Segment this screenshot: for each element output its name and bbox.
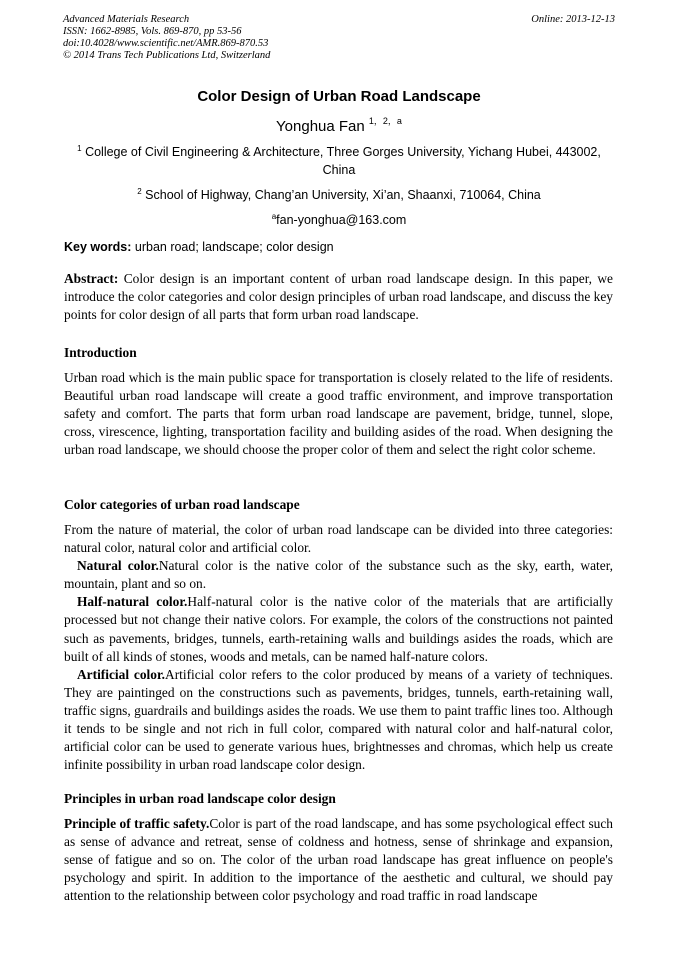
half-natural-color-term: Half-natural color. (77, 594, 188, 610)
affiliation-2 (68, 183, 610, 204)
journal-issn: ISSN: 1662-8985, Vols. 869-870, pp 53-56 (63, 26, 242, 37)
introduction-text: Urban road which is the main public space for transportation is closely related to the life of residents. Beautiful urban road landscape will create a good traffic environment, and improve transportation safety and comfort. The parts that form urban road landscape are pavement, bridge, tunnel, slope, cross, virescence, lighting, transportation facility and building asides of the road. When designing the urban road landscape, we should choose the proper color of them and select the right color scheme. (64, 370, 613, 458)
categories-intro: From the nature of material, the color of urban road landscape can be divided into three categories: natural color, natural color and artificial color. (64, 522, 613, 556)
keywords-text: urban road; landscape; color design (134, 240, 334, 254)
journal-copyright: © 2014 Trans Tech Publications Ltd, Switzerland (63, 50, 271, 61)
author-email (68, 208, 610, 229)
principles-body (64, 815, 613, 905)
abstract (64, 270, 613, 324)
paper-title: Color Design of Urban Road Landscape (197, 88, 481, 105)
traffic-safety-text: Color is part of the road landscape, and has some psychological effect such as sense of advance and retreat, sense of coldness and hotness, sense of shrinkage and expansion, sense of fatigue and so on. The color of the urban road landscape has great influence on people's psychology and spirit. In addition to the importance of the aesthetic and cultural, we should pay attention to the relationship between color psychology and road traffic in road landscape (64, 816, 614, 904)
journal-header (63, 14, 615, 62)
affiliation-2-marker: 2 (137, 187, 142, 196)
half-natural-color-paragraph (64, 593, 613, 665)
abstract-label: Abstract: (64, 271, 119, 286)
categories-body (64, 521, 613, 774)
traffic-safety-term: Principle of traffic safety. (64, 816, 210, 831)
affiliation-2-text: School of Highway, Chang’an University, Xi’an, Shaanxi, 710064, China (145, 188, 541, 202)
categories-heading: Color categories of urban road landscape (64, 497, 300, 512)
natural-color-term: Natural color. (77, 558, 159, 574)
author-line (0, 114, 678, 135)
abstract-text: Color design is an important content of urban road landscape design. In this paper, we introduce the color categories and color design principles of urban road landscape, and discuss the key points for color design of all parts that form urban road landscape. (64, 271, 613, 323)
artificial-color-term: Artificial color. (77, 666, 166, 682)
email-text: fan-yonghua@163.com (276, 213, 407, 227)
affiliation-1 (68, 140, 610, 179)
introduction-heading: Introduction (64, 345, 137, 360)
half-natural-color-text: Half-natural color is the native color of the materials that are artificially processed but not change their native colors. For example, the colors of the constructions not painted such as pavements, bridges, tunnels, earth-retaining walls and buildings asides the roads, which are built of all kinds of stones, woods and metals, can be named half-nature colors. (64, 594, 614, 664)
principles-heading: Principles in urban road landscape color design (64, 791, 336, 806)
online-date: Online: 2013-12-13 (531, 14, 615, 25)
author-name: Yonghua Fan (276, 118, 365, 135)
natural-color-text: Natural color is the native color of the substance such as the sky, earth, water, mountain, plant and so on. (64, 558, 613, 592)
artificial-color-text: Artificial color refers to the color produced by means of a variety of techniques. They are paintinged on the constructions such as pavements, bridges, tunnels, earth-retaining wall, traffic signs, guardrails and buildings asides the roads. We use them to paint traffic lines too. Although it tends to be single and not rich in full color, compared with natural color and half-natural color, artificial color can be used to generate various hues, brightnesses and chromas, which help us create infinite possibility in urban road landscape color design. (64, 666, 613, 773)
affiliation-1-marker: 1 (77, 144, 82, 153)
keywords (64, 240, 616, 254)
email-marker: a (271, 212, 277, 221)
journal-doi: doi:10.4028/www.scientific.net/AMR.869-870.53 (63, 38, 269, 49)
introduction-body (64, 369, 613, 459)
artificial-color-paragraph (64, 666, 613, 775)
author-superscript: 1，2，a (368, 116, 402, 126)
natural-color-paragraph (64, 557, 613, 593)
affiliation-1-text: College of Civil Engineering & Architecture, Three Gorges University, Yichang Hubei, 443002, China (85, 145, 601, 177)
journal-name: Advanced Materials Research (63, 14, 190, 25)
keywords-label: Key words: (64, 240, 132, 254)
